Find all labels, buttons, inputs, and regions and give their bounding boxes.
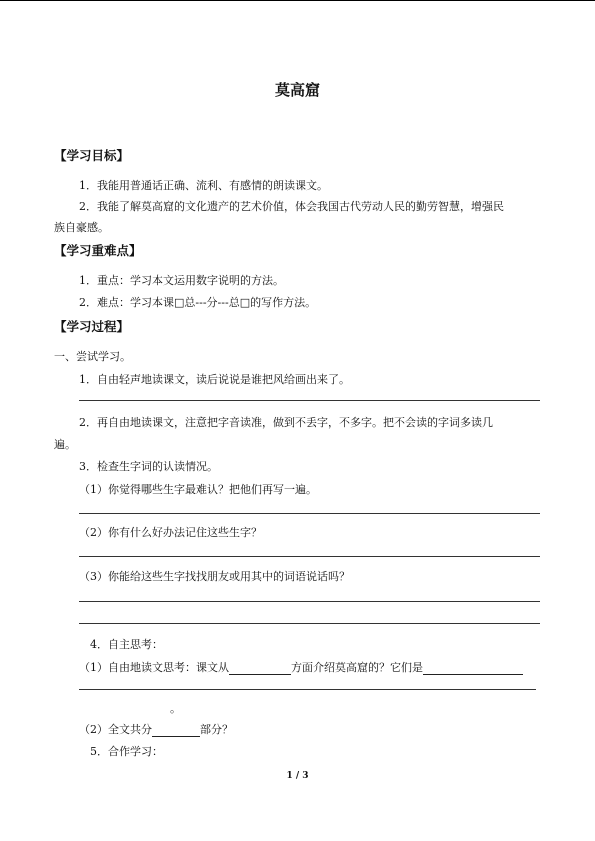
key-point-2: 2．难点：学习本课□总---分---总□的写作方法。 bbox=[79, 296, 317, 309]
question-4-2 bbox=[79, 721, 233, 737]
answer-line[interactable] bbox=[79, 623, 540, 624]
goal-2-line-2: 族自豪感。 bbox=[54, 221, 109, 234]
fill-blank[interactable] bbox=[229, 662, 291, 675]
section-heading-process: 【学习过程】 bbox=[54, 319, 130, 334]
part-1-heading: 一、尝试学习。 bbox=[54, 350, 131, 363]
question-3-3: （3）你能给这些生字找找朋友或用其中的词语说话吗？ bbox=[79, 570, 350, 583]
page-title: 莫高窟 bbox=[274, 81, 320, 99]
answer-line[interactable] bbox=[79, 689, 536, 690]
question-4: 4．自主思考： bbox=[90, 638, 163, 651]
page-top-border bbox=[0, 0, 595, 1]
question-4-1-text-b: 方面介绍莫高窟的？它们是 bbox=[291, 661, 423, 674]
question-2-line-2: 遍。 bbox=[54, 438, 76, 451]
answer-line[interactable] bbox=[79, 601, 540, 602]
question-3: 3．检查生字词的认读情况。 bbox=[79, 460, 218, 473]
question-4-2-text-b: 部分？ bbox=[200, 723, 233, 736]
question-3-1: （1）你觉得哪些生字最难认？把他们再写一遍。 bbox=[79, 483, 317, 496]
fill-blank[interactable] bbox=[152, 724, 200, 737]
page-number: 1 / 3 bbox=[286, 771, 309, 781]
fill-blank[interactable] bbox=[423, 662, 523, 675]
key-point-1: 1．重点：学习本文运用数字说明的方法。 bbox=[79, 274, 284, 287]
question-4-1-period: 。 bbox=[170, 702, 181, 715]
question-2-line-1: 2．再自由地读课文，注意把字音读准，做到不丢字，不多字。把不会读的字词多读几 bbox=[79, 416, 493, 429]
goal-1: 1．我能用普通话正确、流利、有感情的朗读课文。 bbox=[79, 179, 328, 192]
question-4-2-text-a: （2）全文共分 bbox=[79, 723, 152, 736]
goal-2-line-1: 2．我能了解莫高窟的文化遗产的艺术价值，体会我国古代劳动人民的勤劳智慧，增强民 bbox=[79, 200, 504, 213]
question-5: 5．合作学习： bbox=[90, 745, 163, 758]
question-3-2: （2）你有什么好办法记住这些生字？ bbox=[79, 526, 262, 539]
answer-line[interactable] bbox=[79, 513, 540, 514]
question-4-1 bbox=[79, 659, 523, 675]
answer-line[interactable] bbox=[79, 556, 540, 557]
section-heading-key-points: 【学习重难点】 bbox=[54, 243, 142, 258]
answer-line[interactable] bbox=[79, 400, 540, 401]
section-heading-goals: 【学习目标】 bbox=[54, 148, 130, 163]
question-4-1-text-a: （1）自由地读文思考：课文从 bbox=[79, 661, 229, 674]
question-1: 1．自由轻声地读课文，读后说说是谁把风给画出来了。 bbox=[79, 373, 350, 386]
